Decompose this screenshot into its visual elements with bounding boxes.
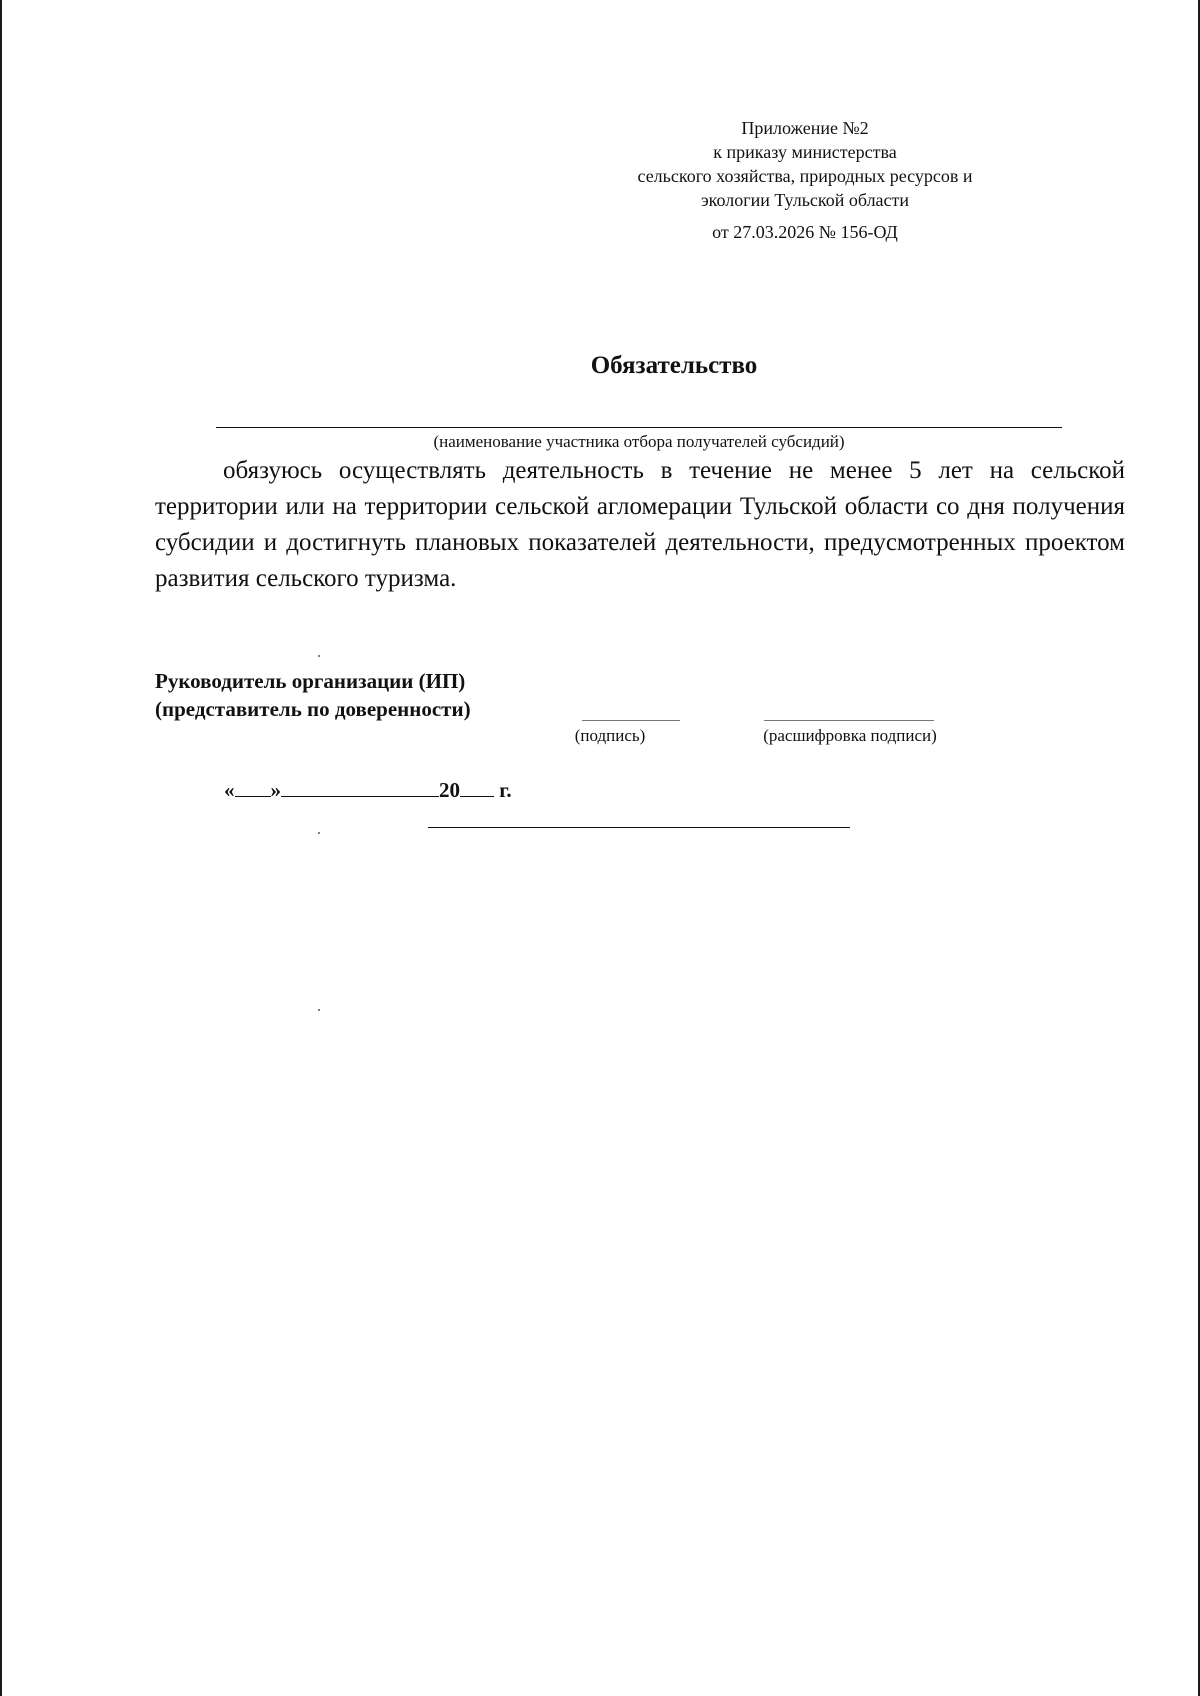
appendix-line-2: к приказу министерства xyxy=(713,142,897,162)
signature-decode-hint: (расшифровка подписи) xyxy=(763,726,937,745)
date-line xyxy=(224,775,512,805)
signature-blank xyxy=(582,720,680,721)
appendix-line-1: Приложение №2 xyxy=(741,118,869,138)
date-close-quote: » xyxy=(270,778,281,802)
appendix-header xyxy=(560,116,1050,244)
bottom-rule xyxy=(428,827,850,828)
order-reference: от 27.03.2026 № 156-ОД xyxy=(712,222,898,242)
signer-line-1: Руководитель организации (ИП) xyxy=(155,669,466,693)
signature-decode-blank xyxy=(764,720,934,721)
scan-speck xyxy=(318,832,320,834)
obligation-text: обязуюсь осуществлять деятельность в течение не менее 5 лет на сельской территории или на территории сельской агломерации Тульской области со дня получения субсидии и достигнуть плановых показателей деятельности, предусмотренных проектом развития сельского туризма. xyxy=(155,457,1125,592)
date-open-quote: « xyxy=(224,778,235,802)
participant-name-hint: (наименование участника отбора получателей субсидий) xyxy=(433,432,845,451)
signature-hint: (подпись) xyxy=(574,726,646,745)
signer-line-2: (представитель по доверенности) xyxy=(155,697,471,721)
date-year-blank xyxy=(460,778,494,797)
date-day-blank xyxy=(235,778,271,797)
participant-name-blank xyxy=(216,427,1062,428)
date-year-prefix: 20 xyxy=(439,778,460,802)
date-month-blank xyxy=(281,778,439,797)
appendix-line-3: сельского хозяйства, природных ресурсов и xyxy=(637,166,973,186)
scan-speck xyxy=(318,1009,320,1011)
signer-title xyxy=(155,667,471,723)
scan-speck xyxy=(318,655,320,657)
page-left-edge xyxy=(0,0,2,1696)
document-title: Обязательство xyxy=(590,352,758,379)
appendix-line-4: экологии Тульской области xyxy=(700,190,910,210)
date-year-suffix: г. xyxy=(499,778,512,802)
